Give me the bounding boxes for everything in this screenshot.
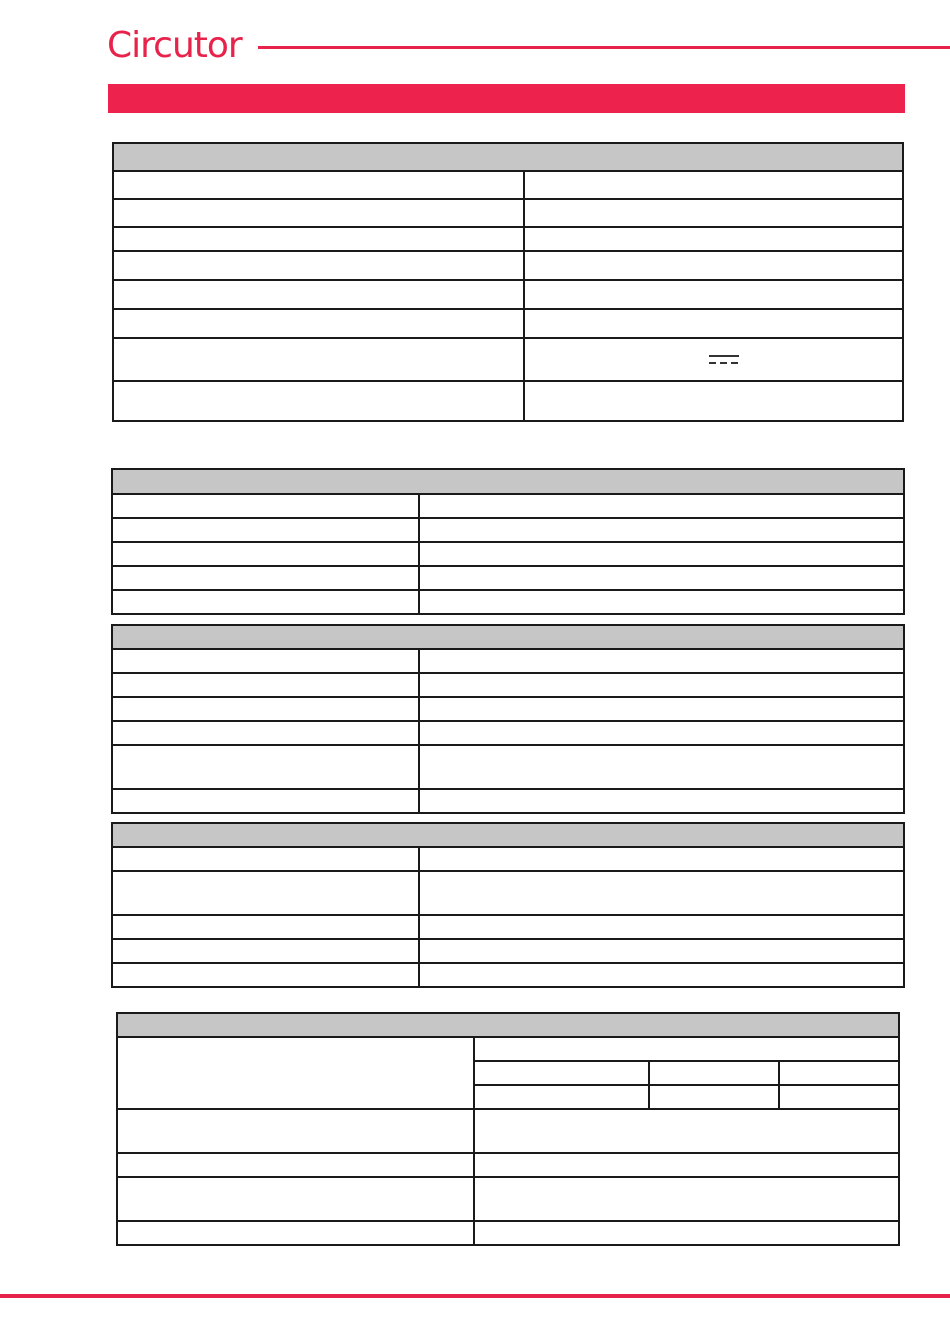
table-row	[112, 789, 904, 813]
table-row	[117, 1177, 899, 1221]
table-row	[112, 721, 904, 745]
table-row	[112, 915, 904, 939]
spec-table-5	[116, 1012, 900, 1246]
table-row	[112, 847, 904, 871]
table-row	[113, 280, 903, 309]
table-row	[113, 381, 903, 421]
table-row	[112, 518, 904, 542]
table-row	[117, 1037, 899, 1061]
direct-current-icon	[709, 355, 739, 365]
table-row	[112, 697, 904, 721]
table-row	[117, 1109, 899, 1153]
spec-table-3	[111, 624, 905, 814]
table-row	[112, 871, 904, 915]
table-row	[112, 673, 904, 697]
table-row	[113, 251, 903, 280]
table-row	[113, 171, 903, 199]
table-row	[112, 566, 904, 590]
spec-table-4	[111, 822, 905, 988]
footer-rule	[0, 1294, 950, 1298]
table-header	[112, 469, 904, 494]
table-header	[112, 823, 904, 847]
table-row	[113, 199, 903, 227]
table-row	[117, 1221, 899, 1245]
header-rule	[258, 46, 950, 49]
table-row	[112, 542, 904, 566]
table-row	[113, 227, 903, 251]
table-header	[117, 1013, 899, 1037]
spec-table-2	[111, 468, 905, 615]
table-row	[112, 939, 904, 963]
table-row	[112, 963, 904, 987]
table-row	[112, 649, 904, 673]
spec-table-1	[112, 142, 904, 422]
table-row	[117, 1153, 899, 1177]
table-header	[113, 143, 903, 171]
table-row	[112, 494, 904, 518]
table-row	[112, 745, 904, 789]
table-row	[112, 590, 904, 614]
table-row	[113, 338, 903, 381]
table-row	[113, 309, 903, 338]
table-header	[112, 625, 904, 649]
circutor-logo: Circutor	[107, 25, 242, 66]
title-band	[108, 84, 905, 113]
